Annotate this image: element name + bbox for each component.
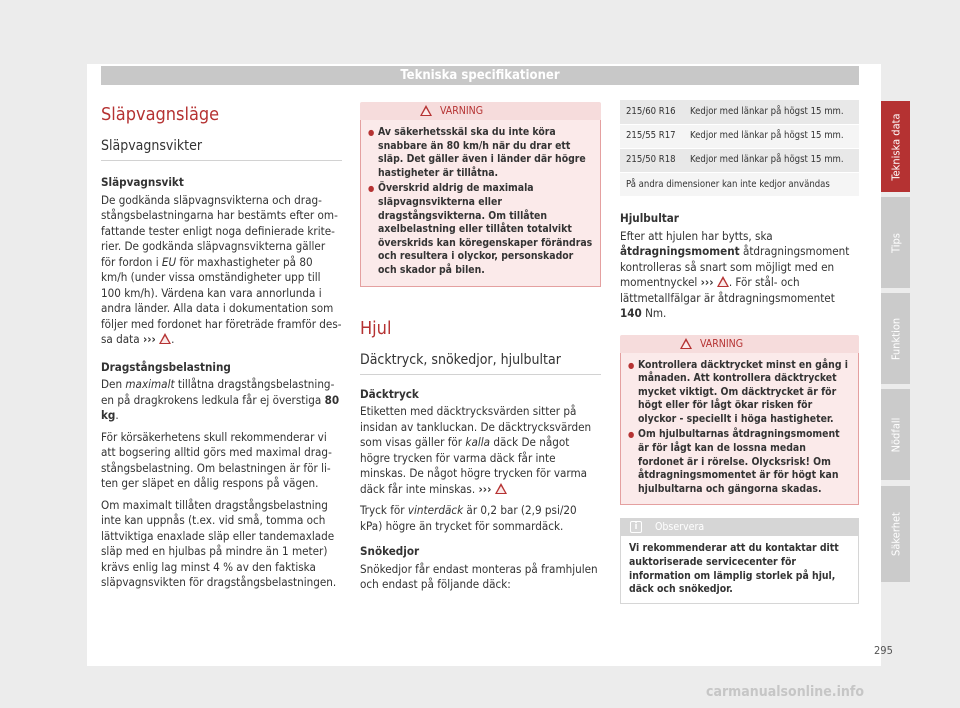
tab-label: Tips — [889, 232, 902, 253]
note-label: Observera — [655, 521, 705, 534]
heading-hjulbultar: Hjulbultar — [620, 211, 679, 225]
watermark: carmanualsonline.info — [706, 684, 865, 700]
table-footer-row — [620, 172, 859, 196]
paragraph-hjulbultar: Efter att hjulen har bytts, ska åtdragningsmoment åtdragningsmoment kontrolleras så snart som möjligt med en momentnyckel ››› . För stål- och lättmetallfälgar är åtdragningsmomentet 140 Nm. — [620, 228, 850, 320]
table-footer-cell: På andra dimensioner kan inte kedjor användas — [620, 172, 859, 196]
heading-dragstangsbelastning: Dragstångsbelastning — [101, 359, 231, 374]
paragraph-slapvagnsvikt: De godkända släpvagnsvikterna och dragstångsbelastningarna har bestämts efter omfattande tester enligt noga definierade kriterier. De godkända släpvagnsvikterna gäller för fordon i EU för maxhastigheter på 80 km/h (under vissa omständigheter upp till 100 km/h). Värdena kan vara annorlunda i andra länder. Alla data i dokumentation som följer med fordonet har företräde framför dessa data ››› . — [101, 192, 342, 346]
info-icon: i — [630, 521, 642, 533]
chapter-header: Tekniska specifikationer — [101, 66, 859, 85]
paragraph-dacktryck: Etiketten med däcktrycksvärden sitter på insidan av tankluckan. De däcktrycksvärden som visas gäller för kalla däck De något högre trycken för varma däck får inte minskas. De något högre trycken för varma däck får inte minskas. ››› — [360, 404, 592, 496]
tab-tips[interactable] — [881, 197, 910, 288]
warning-item: ● Kontrollera däcktrycket minst en gång i månaden. Att kontrollera däcktrycket mycket viktigt. Om däcktrycket är för högt eller för lågt ökar risken för olyckor - speciellt i höga hastigheter. — [628, 359, 851, 427]
warning-header — [360, 102, 601, 120]
cross-reference-arrow[interactable]: ››› — [700, 275, 714, 289]
tab-label: Säkerhet — [889, 512, 902, 556]
tire-size-cell: 215/60 R16 — [620, 100, 684, 124]
note-box — [620, 518, 859, 603]
warning-header — [620, 335, 859, 353]
tab-label: Tekniska data — [889, 112, 902, 181]
warning-label: VARNING — [700, 337, 744, 350]
paragraph-snokedjor: Snökedjor får endast monteras på framhjulen och endast på följande däck: — [360, 561, 598, 592]
warning-triangle-icon — [420, 105, 432, 116]
warning-body — [360, 120, 601, 287]
tab-sakerhet[interactable] — [881, 486, 910, 582]
note-text: Vi rekommenderar att du kontaktar ditt auktoriserade servicecenter för information om lämplig storlek på hjul, däck och snökedjor. — [620, 536, 859, 603]
warning-triangle-icon — [159, 333, 171, 344]
paragraph-dragstang-max: Den maximalt tillåtna dragstångsbelastningen på dragkrokens ledkula får ej överstiga 80 kg. — [101, 377, 340, 422]
table-row — [620, 100, 859, 124]
paragraph-korsakerhet: För körsäkerhetens skull rekommenderar vi att bogsering alltid görs med maximal dragstångsbelastning. Om belastningen är för liten ger släpet en dålig respons på vägen. — [101, 429, 332, 490]
paragraph-vinterdack: Tryck för vinterdäck är 0,2 bar (2,9 psi/20 kPa) högre än trycket för sommardäck. — [360, 503, 577, 533]
paragraph-minst-4-procent: Om maximalt tillåten dragstångsbelastning inte kan uppnås (t.ex. vid små, tomma och lättviktiga enaxlade släp eller tandemaxlade släp med en hjulbas på mindre än 1 meter) krävs enlig lag minst 4 % av den faktiska släpvagnsvikten för dragstångsbelastningen. — [101, 497, 337, 589]
column-1 — [101, 104, 342, 591]
tab-tekniska-data[interactable] — [881, 101, 910, 192]
warning-triangle-icon — [717, 276, 729, 287]
tab-label: Funktion — [889, 317, 902, 360]
snow-chain-table — [620, 100, 859, 196]
table-row — [620, 148, 859, 172]
subsection-title: Släpvagnsvikter — [101, 137, 342, 161]
warning-item: ● Överskrid aldrig de maximala släpvagnsvikterna eller dragstångsvikterna. Om tillåten axelbelastning eller tillåten totalvikt överskrids kan köregenskaper förändras och resultera i olyckor, personskador och skador på bilen. — [368, 182, 593, 277]
tab-nodfall[interactable] — [881, 389, 910, 480]
section-title-hjul: Hjul — [360, 317, 392, 339]
column-2 — [360, 102, 601, 593]
tab-label: Nödfall — [889, 417, 902, 452]
warning-item: ● Av säkerhetsskäl ska du inte köra snabbare än 80 km/h när du drar ett släp. Det gäller även i länder där högre hastigheter är tillåtna. — [368, 126, 593, 180]
heading-snokedjor: Snökedjor — [360, 544, 420, 559]
warning-body — [620, 353, 859, 506]
warning-label: VARNING — [440, 105, 484, 117]
subsection-title-dacktryck: Däcktryck, snökedjor, hjulbultar — [360, 351, 601, 375]
chain-desc-cell: Kedjor med länkar på högst 15 mm. — [684, 124, 859, 148]
warning-triangle-icon — [680, 338, 692, 349]
warning-box-slap — [360, 102, 601, 287]
heading-slapvagnsvikt: Släpvagnsvikt — [101, 175, 184, 189]
cross-reference-arrow[interactable]: ››› — [142, 332, 156, 346]
warning-triangle-icon — [495, 483, 507, 494]
note-header — [620, 518, 859, 536]
column-3 — [620, 100, 859, 604]
warning-item: ● Om hjulbultarnas åtdragningsmoment är för lågt kan de lossna medan fordonet är i rörelse. Olycksrisk! Om åtdragningsmomentet är för högt kan hjulbultarna och gängorna skadas. — [628, 428, 851, 496]
tab-funktion[interactable] — [881, 293, 910, 384]
heading-dacktryck: Däcktryck — [360, 386, 419, 401]
chain-desc-cell: Kedjor med länkar på högst 15 mm. — [684, 148, 859, 172]
chain-desc-cell: Kedjor med länkar på högst 15 mm. — [684, 100, 859, 124]
section-title: Släpvagnsläge — [101, 104, 220, 125]
warning-box-hjul — [620, 335, 859, 506]
tire-size-cell: 215/55 R17 — [620, 124, 684, 148]
cross-reference-arrow[interactable]: ››› — [478, 481, 492, 496]
table-row — [620, 124, 859, 148]
tire-size-cell: 215/50 R18 — [620, 148, 684, 172]
page-number: 295 — [874, 644, 893, 657]
